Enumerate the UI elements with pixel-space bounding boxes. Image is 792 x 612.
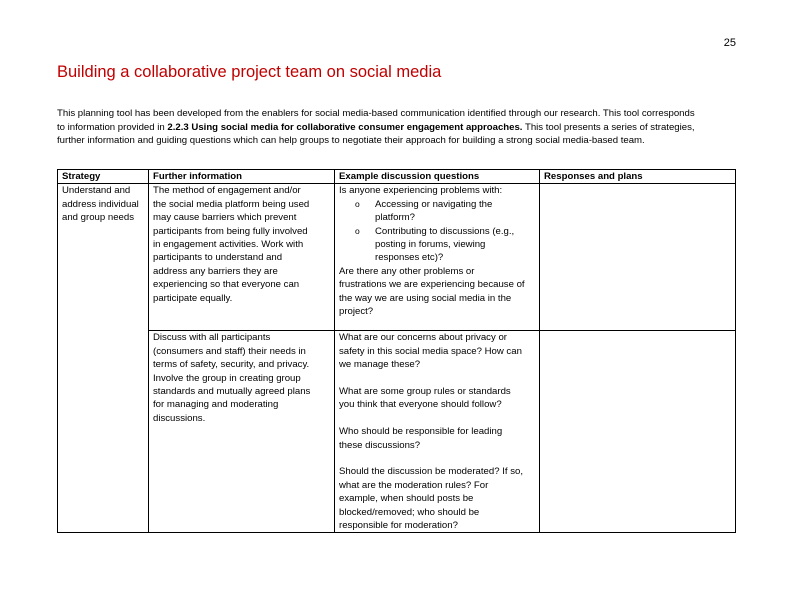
info-line: participants from being fully involved [153, 225, 308, 237]
strategy-cell [58, 184, 149, 533]
info-line: participate equally. [153, 292, 233, 304]
question-line: project? [339, 306, 374, 318]
circle-bullet-icon: o [355, 198, 360, 209]
bullet-line: platform? [375, 212, 415, 224]
strategy-line: address individual [62, 198, 139, 210]
info-line: Involve the group in creating group [153, 372, 301, 384]
intro-line-1: This planning tool has been developed from the enablers for social media-based communication identified through our research. This tool corresponds [57, 108, 695, 119]
info-line: participants to understand and [153, 252, 283, 264]
info-line: address any barriers they are [153, 265, 278, 277]
question-line: you think that everyone should follow? [339, 399, 502, 411]
question-line: frustrations we are experiencing because of [339, 279, 525, 291]
intro-line-3: further information and guiding questions which can help groups to negotiate their approach for building a strong social media-based team. [57, 135, 645, 146]
section-reference: 2.2.3 Using social media for collaborative consumer engagement approaches. [167, 121, 523, 133]
question-line: blocked/removed; who should be [339, 506, 480, 518]
info-line: Discuss with all participants [153, 332, 271, 344]
question-line: What are some group rules or standards [339, 386, 511, 398]
spacer [339, 452, 535, 465]
info-line: for managing and moderating [153, 399, 279, 411]
intro-paragraph [57, 107, 747, 148]
table-row [58, 184, 736, 331]
header-further-information: Further information [149, 170, 335, 184]
further-information-cell [149, 331, 335, 533]
info-line: may cause barriers which prevent [153, 212, 297, 224]
header-example-questions: Example discussion questions [335, 170, 540, 184]
info-line: The method of engagement and/or [153, 185, 301, 197]
bullet-line: responses etc)? [375, 252, 444, 264]
question-line: we manage these? [339, 359, 421, 371]
responses-plans-cell[interactable] [540, 331, 736, 533]
intro-line-2-start: to information provided in [57, 121, 168, 133]
question-line: the way we are using social media in the [339, 292, 512, 304]
bullet-line: posting in forums, viewing [375, 239, 486, 251]
strategy-line: Understand and [62, 185, 131, 197]
page-number: 25 [723, 37, 736, 49]
spacer [339, 412, 535, 425]
question-line: Are there any other problems or [339, 265, 475, 277]
question-line: What are our concerns about privacy or [339, 332, 507, 344]
discussion-questions-cell [335, 331, 540, 533]
info-line: experiencing so that everyone can [153, 279, 300, 291]
info-line: standards and mutually agreed plans [153, 386, 311, 398]
question-line: these discussions? [339, 439, 421, 451]
further-information-cell [149, 184, 335, 331]
info-line: discussions. [153, 412, 206, 424]
table-header-row [58, 170, 736, 184]
bullet-item [339, 225, 535, 238]
question-line: Is anyone experiencing problems with: [339, 185, 503, 197]
bullet-line: Contributing to discussions (e.g., [375, 225, 515, 237]
info-line: the social media platform being used [153, 198, 310, 210]
intro-line-2-end: This tool presents a series of strategies, [522, 121, 695, 133]
info-line: in engagement activities. Work with [153, 239, 304, 251]
discussion-questions-cell [335, 184, 540, 331]
table-row [58, 331, 736, 533]
circle-bullet-icon: o [355, 225, 360, 236]
bullet-line: Accessing or navigating the [375, 198, 493, 210]
question-line: responsible for moderation? [339, 520, 458, 532]
strategy-line: and group needs [62, 212, 135, 224]
question-line: what are the moderation rules? For [339, 479, 489, 491]
question-line: safety in this social media space? How can [339, 345, 522, 357]
page-title: Building a collaborative project team on social media [57, 63, 442, 81]
question-line: Should the discussion be moderated? If so, [339, 466, 523, 478]
intro-line-2 [57, 121, 747, 135]
bullet-item [339, 198, 535, 211]
spacer [339, 372, 535, 385]
info-line: terms of safety, security, and privacy. [153, 359, 310, 371]
header-responses-plans: Responses and plans [540, 170, 736, 184]
header-strategy: Strategy [58, 170, 149, 184]
responses-plans-cell[interactable] [540, 184, 736, 331]
planning-table [57, 169, 736, 533]
question-line: example, when should posts be [339, 493, 474, 505]
info-line: (consumers and staff) their needs in [153, 345, 306, 357]
question-line: Who should be responsible for leading [339, 426, 503, 438]
